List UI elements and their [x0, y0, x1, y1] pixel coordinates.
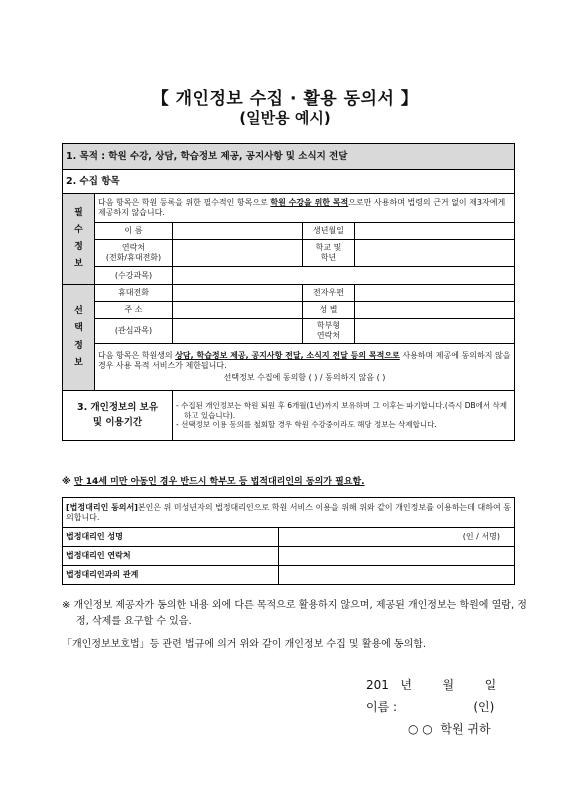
consent-form-table: [62, 143, 515, 441]
interest-label: (관심과목): [95, 319, 173, 344]
mobile-label: 휴대전화: [95, 285, 173, 302]
footer-notice: ※ 개인정보 제공자가 동의한 내용 외에 다른 목적으로 활용하지 않으며, 제공된 개인정보는 학원에 열람, 정정, 삭제를 요구할 수 있음.: [62, 600, 527, 627]
name-label: 이 름: [95, 223, 173, 240]
items-heading: 2. 수집 항목: [63, 170, 515, 194]
signature-line[interactable]: 이름 : (인): [366, 700, 495, 714]
optional-description: 다음 항목은 학원생의 상담, 학습정보 제공, 공지사항 전달, 소식지 전달 등의 목적으로 사용하며 제공에 동의하지 않을 경우 사용 목적 서비스가 제한됩니다. 선택정보 수집에 동의함 ( ) / 동의하지 않음 ( ): [95, 344, 515, 391]
gender-label: 성 별: [303, 302, 355, 319]
address-field[interactable]: [173, 302, 303, 319]
guardian-name-label: 법정대리인 성명: [63, 528, 279, 547]
retention-description: - 수집된 개인정보는 학원 퇴원 후 6개월(1년)까지 보유하며 그 이후는 파기합니다.(즉시 DB에서 삭제하고 있습니다). - 선택정보 이용 동의를 철회할 경우 학원 수강중이라도 해당 정보는 삭제합니다.: [173, 391, 515, 441]
required-side-label: 필 수 정 보: [63, 194, 95, 285]
email-label: 전자우편: [303, 285, 355, 302]
page-title: 【 개인정보 수집 · 활용 동의서 】: [151, 89, 419, 109]
guardian-relation-label: 법정대리인과의 관계: [63, 566, 279, 585]
birth-label: 생년월일: [303, 223, 355, 240]
footer-consent: 「개인정보보호법」등 관련 법규에 의거 위와 같이 개인정보 수집 및 활용에 동의함.: [62, 639, 427, 650]
birth-field[interactable]: [355, 223, 515, 240]
email-field[interactable]: [355, 285, 515, 302]
contact-label: 연락처 (전화/휴대전화): [95, 240, 173, 267]
legal-guardian-table: [62, 497, 515, 585]
required-description: 다음 항목은 학원 등록을 위한 필수적인 항목으로 학원 수강을 위한 목적으로만 사용하며 법령의 근거 없이 제3자에게 제공하지 않습니다.: [95, 194, 515, 223]
course-field[interactable]: [173, 267, 515, 285]
purpose-heading: 1. 목적 : 학원 수강, 상담, 학습정보 제공, 공지사항 및 소식지 전달: [63, 144, 515, 170]
retention-heading: 3. 개인정보의 보유 및 이용기간: [63, 391, 173, 441]
school-label: 학교 및 학년: [303, 240, 355, 267]
academy-addressee: ○ ○ 학원 귀하: [408, 722, 491, 736]
guardian-contact-field[interactable]: [279, 547, 515, 566]
guardian-relation-field[interactable]: [279, 566, 515, 585]
address-label: 주 소: [95, 302, 173, 319]
mobile-field[interactable]: [173, 285, 303, 302]
school-field[interactable]: [355, 240, 515, 267]
course-label: (수강과목): [95, 267, 173, 285]
guardian-intro: [법정대리인 동의서]본인은 위 미성년자의 법정대리인으로 학원 서비스 이용을 위해 위와 같이 개인정보를 이용하는데 대하여 동의합니다.: [63, 498, 515, 528]
page-subtitle: (일반용 예시): [239, 109, 331, 127]
gender-field[interactable]: [355, 302, 515, 319]
guardian-contact-label: 법정대리인 연락처: [63, 547, 279, 566]
age-notice: ※ 만 14세 미만 아동인 경우 반드시 학부모 등 법적대리인의 동의가 필요함.: [62, 477, 365, 487]
name-field[interactable]: [173, 223, 303, 240]
date-line[interactable]: 201 년 월 일: [366, 678, 497, 692]
optional-side-label: 선 택 정 보: [63, 285, 95, 391]
parent-contact-field[interactable]: [355, 319, 515, 344]
contact-field[interactable]: [173, 240, 303, 267]
interest-field[interactable]: [173, 319, 303, 344]
guardian-sign-field[interactable]: (인 / 서명): [279, 528, 515, 547]
optional-consent-line[interactable]: 선택정보 수집에 동의함 ( ) / 동의하지 않음 ( ): [223, 373, 386, 382]
parent-contact-label: 학부형 연락처: [303, 319, 355, 344]
